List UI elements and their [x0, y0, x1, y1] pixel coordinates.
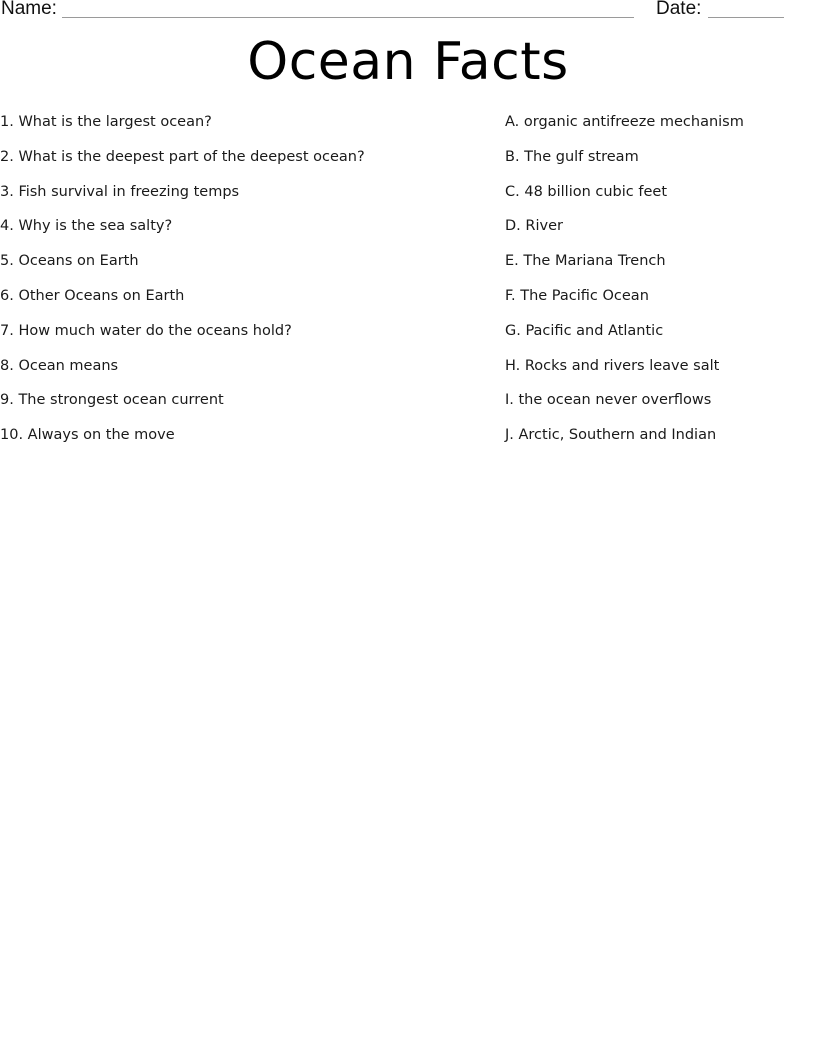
question-item: 2. What is the deepest part of the deepest ocean?	[0, 148, 365, 165]
answer-item: I. the ocean never overflows	[505, 392, 712, 409]
answer-item: B. The gulf stream	[505, 148, 639, 165]
question-item: 10. Always on the move	[0, 427, 175, 444]
answer-item: E. The Mariana Trench	[505, 253, 666, 270]
question-item: 3. Fish survival in freezing temps	[0, 183, 240, 200]
answer-item: A. organic antifreeze mechanism	[505, 114, 744, 130]
answer-item: F. The Pacific Ocean	[505, 287, 649, 304]
answer-item: G. Pacific and Atlantic	[505, 322, 664, 339]
question-item: 7. How much water do the oceans hold?	[0, 322, 292, 339]
name-field[interactable]	[62, 17, 634, 18]
answer-item: D. River	[505, 218, 563, 235]
question-item: 8. Ocean means	[0, 357, 119, 374]
date-field[interactable]	[708, 17, 784, 18]
answer-item: H. Rocks and rivers leave salt	[505, 357, 720, 374]
date-label: Date:	[656, 0, 702, 19]
name-label: Name:	[1, 0, 57, 19]
answer-item: C. 48 billion cubic feet	[505, 183, 667, 200]
page-title: Ocean Facts	[247, 32, 569, 92]
answer-item: J. Arctic, Southern and Indian	[505, 427, 717, 444]
question-item: 9. The strongest ocean current	[0, 392, 224, 409]
question-item: 6. Other Oceans on Earth	[0, 287, 185, 304]
question-item: 5. Oceans on Earth	[0, 253, 139, 270]
questions-column	[0, 112, 480, 460]
question-item: 1. What is the largest ocean?	[0, 114, 212, 130]
answers-column	[505, 112, 816, 460]
name-date-header	[0, 0, 816, 24]
question-item: 4. Why is the sea salty?	[0, 218, 173, 235]
